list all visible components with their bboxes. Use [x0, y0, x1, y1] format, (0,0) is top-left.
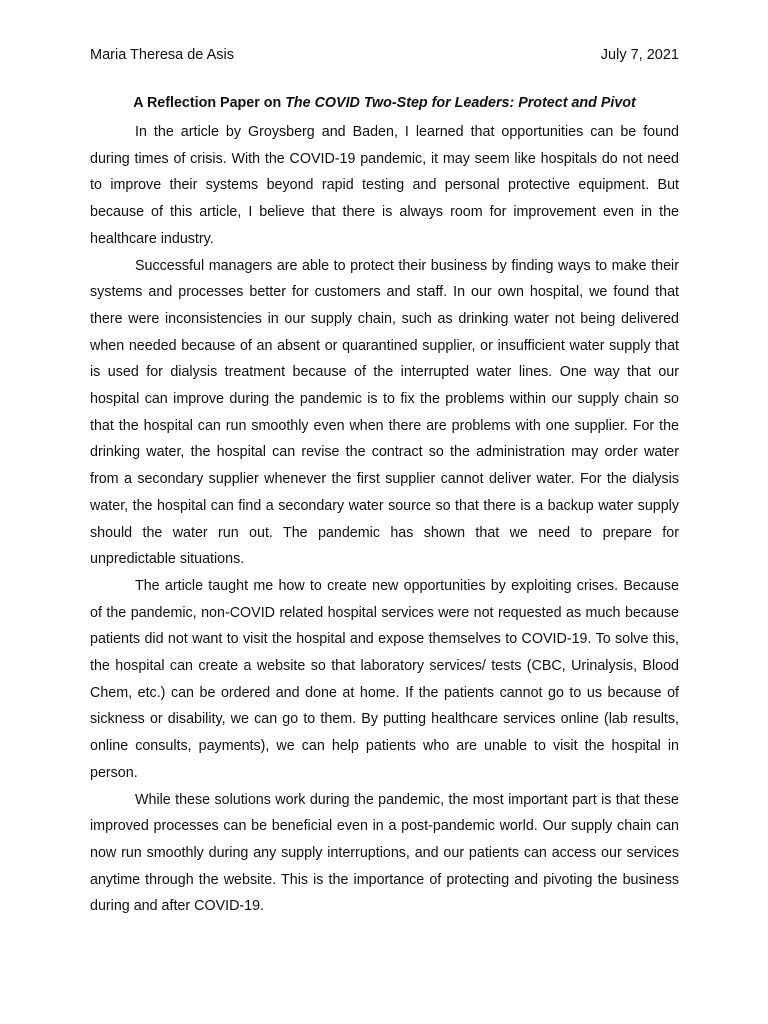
document-header	[90, 45, 679, 65]
document-title	[90, 93, 679, 113]
document-date: July 7, 2021	[600, 47, 679, 63]
paragraph-4: While these solutions work during the pandemic, the most important part is that these improved processes can be beneficial even in a post-pandemic world. Our supply chain can now run smoothly during any supply interruptions, and our patients can access our services anytime through the website. This is the importance of protecting and pivoting the business during and after COVID-19.	[90, 791, 679, 915]
author-name: Maria Theresa de Asis	[90, 47, 234, 63]
document-body	[90, 119, 679, 920]
paragraph-1: In the article by Groysberg and Baden, I learned that opportunities can be found during times of crisis. With the COVID-19 pandemic, it may seem like hospitals do not need to improve their systems beyond rapid testing and personal protective equipment. But because of this article, I believe that there is always room for improvement even in the healthcare industry.	[90, 124, 679, 247]
title-prefix: A Reflection Paper on	[133, 95, 286, 111]
title-article-name: The COVID Two-Step for Leaders: Protect and Pivot	[285, 95, 636, 111]
document-page	[90, 0, 679, 1024]
paragraph-3: The article taught me how to create new opportunities by exploiting crises. Because of the pandemic, non-COVID related hospital services were not requested as much because patients did not want to visit the hospital and expose themselves to COVID-19. To solve this, the hospital can create a website so that laboratory services/ tests (CBC, Urinalysis, Blood Chem, etc.) can be ordered and done at home. If the patients cannot go to us because of sickness or disability, we can go to them. By putting healthcare services online (lab results, online consults, payments), we can help patients who are unable to visit the hospital in person.	[90, 577, 679, 781]
paragraph-2: Successful managers are able to protect their business by finding ways to make their systems and processes better for customers and staff. In our own hospital, we found that there were inconsistencies in our supply chain, such as drinking water not being delivered when needed because of an absent or quarantined supplier, or insufficient water supply that is used for dialysis treatment because of the interrupted water lines. One way that our hospital can improve during the pandemic is to fix the problems within our supply chain so that the hospital can run smoothly even when there are problems with one supplier. For the drinking water, the hospital can revise the contract so the administration may order water from a secondary supplier whenever the first supplier cannot deliver water. For the dialysis water, the hospital can find a secondary water source so that there is a backup water supply should the water run out. The pandemic has shown that we need to prepare for unpredictable situations.	[90, 257, 679, 568]
